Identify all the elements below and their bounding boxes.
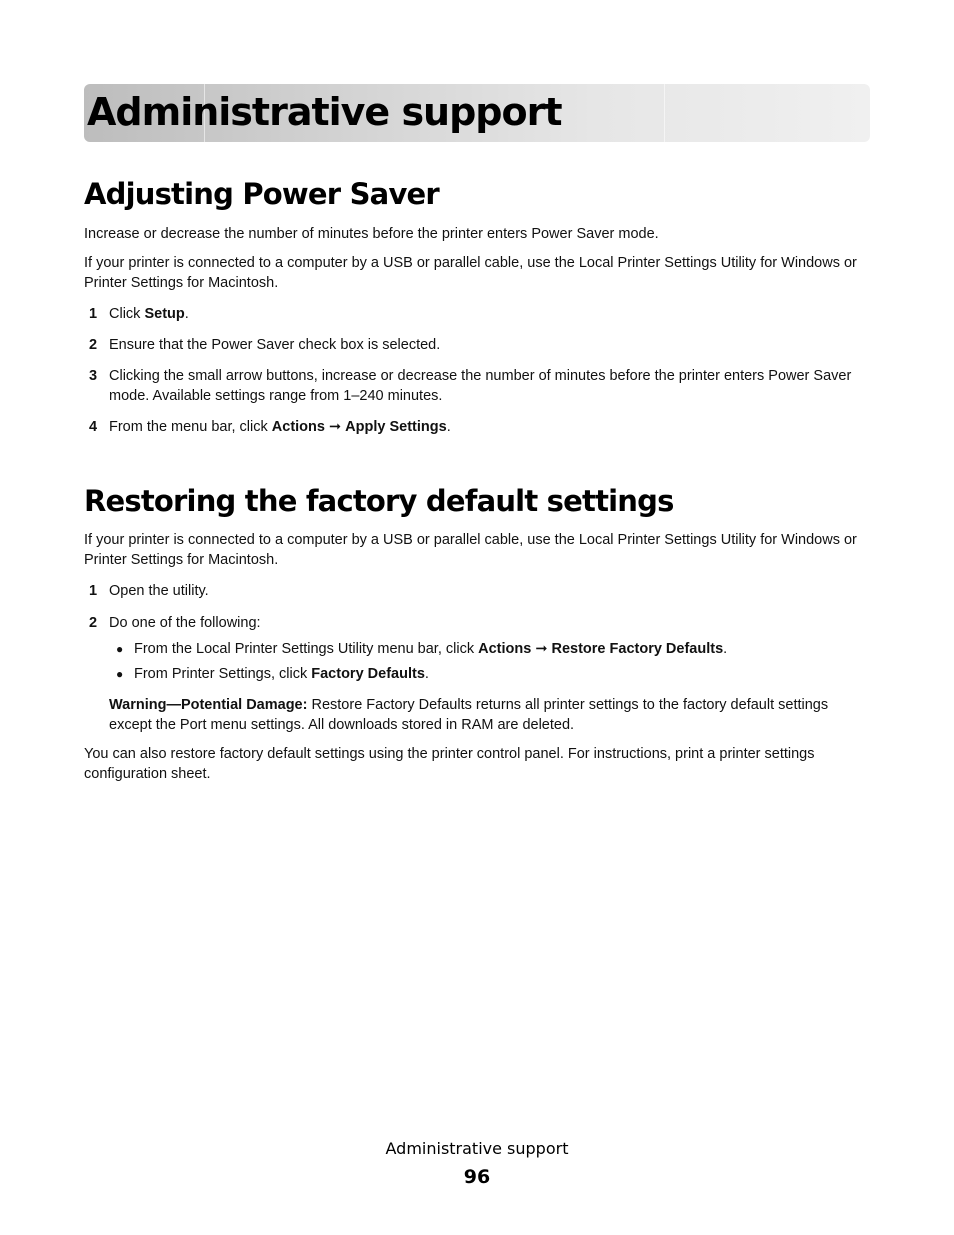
warning-label: Warning—Potential Damage: [109, 697, 308, 713]
step-item [84, 581, 871, 601]
ui-term-restore-factory-defaults: Restore Factory Defaults [551, 641, 724, 657]
power-saver-usb-note: If your printer is connected to a computer by a USB or parallel cable, use the Local Printer Settings Utility for Windows or Printer Settings for Macintosh. [84, 255, 857, 291]
bullet-icon: ● [116, 667, 124, 681]
step-item [84, 613, 871, 735]
step-number: 2 [89, 615, 98, 631]
step-text: Ensure that the Power Saver check box is selected. [109, 337, 441, 353]
arrow-icon: ➞ [535, 641, 548, 657]
step-item [84, 335, 871, 355]
ui-term-actions: Actions [271, 419, 325, 435]
ui-term-setup: Setup [144, 306, 185, 322]
power-saver-steps [84, 304, 871, 437]
ui-term-apply-settings: Apply Settings [345, 419, 447, 435]
arrow-icon: ➞ [328, 419, 342, 435]
closing-paragraph: You can also restore factory default settings using the printer control panel. For instructions, print a printer settings configuration sheet. [84, 746, 815, 782]
chapter-title: Administrative support [87, 90, 562, 134]
factory-defaults-steps [84, 581, 871, 735]
list-item: ● From Printer Settings, click Factory Defaults. [116, 666, 429, 682]
footer-label: Administrative support [385, 1139, 569, 1158]
warning-text: Restore Factory Defaults returns all printer settings to the factory default settings except the Port menu settings. All downloads stored in RAM are deleted. [109, 697, 829, 733]
step-text: Clicking the small arrow buttons, increase or decrease the number of minutes before the printer enters Power Saver mode. Available settings range from 1–240 minutes. [109, 368, 852, 404]
section-heading-power-saver: Adjusting Power Saver [84, 177, 439, 211]
list-item: ● From the Local Printer Settings Utility menu bar, click Actions ➞ Restore Factory Defaults. [116, 641, 728, 657]
bullet-icon: ● [116, 642, 124, 656]
power-saver-intro: Increase or decrease the number of minutes before the printer enters Power Saver mode. [84, 226, 659, 242]
step-text: Open the utility. [109, 583, 209, 599]
option-list [109, 639, 871, 684]
section-heading-factory-defaults: Restoring the factory default settings [84, 484, 674, 518]
ui-term-actions: Actions [478, 641, 532, 657]
step-number: 4 [89, 419, 98, 435]
step-number: 2 [89, 337, 98, 353]
step-text: Do one of the following: [109, 615, 261, 631]
step-item: 4 From the menu bar, click Actions ➞ Apply Settings. [89, 419, 451, 435]
step-number: 1 [89, 583, 98, 599]
step-number: 3 [89, 368, 98, 384]
step-text: From the menu bar, click [109, 419, 272, 435]
factory-defaults-usb-note: If your printer is connected to a computer by a USB or parallel cable, use the Local Printer Settings Utility for Windows or Printer Settings for Macintosh. [84, 532, 857, 568]
page-content [84, 172, 871, 784]
page-number: 96 [463, 1166, 491, 1188]
warning-note [109, 695, 871, 735]
step-number: 1 [89, 306, 98, 322]
step-item [84, 366, 871, 406]
step-item: 1 Click Setup. [89, 306, 189, 322]
banner-divider [664, 84, 665, 142]
step-text: Click [109, 306, 145, 322]
ui-term-factory-defaults: Factory Defaults [311, 666, 425, 682]
